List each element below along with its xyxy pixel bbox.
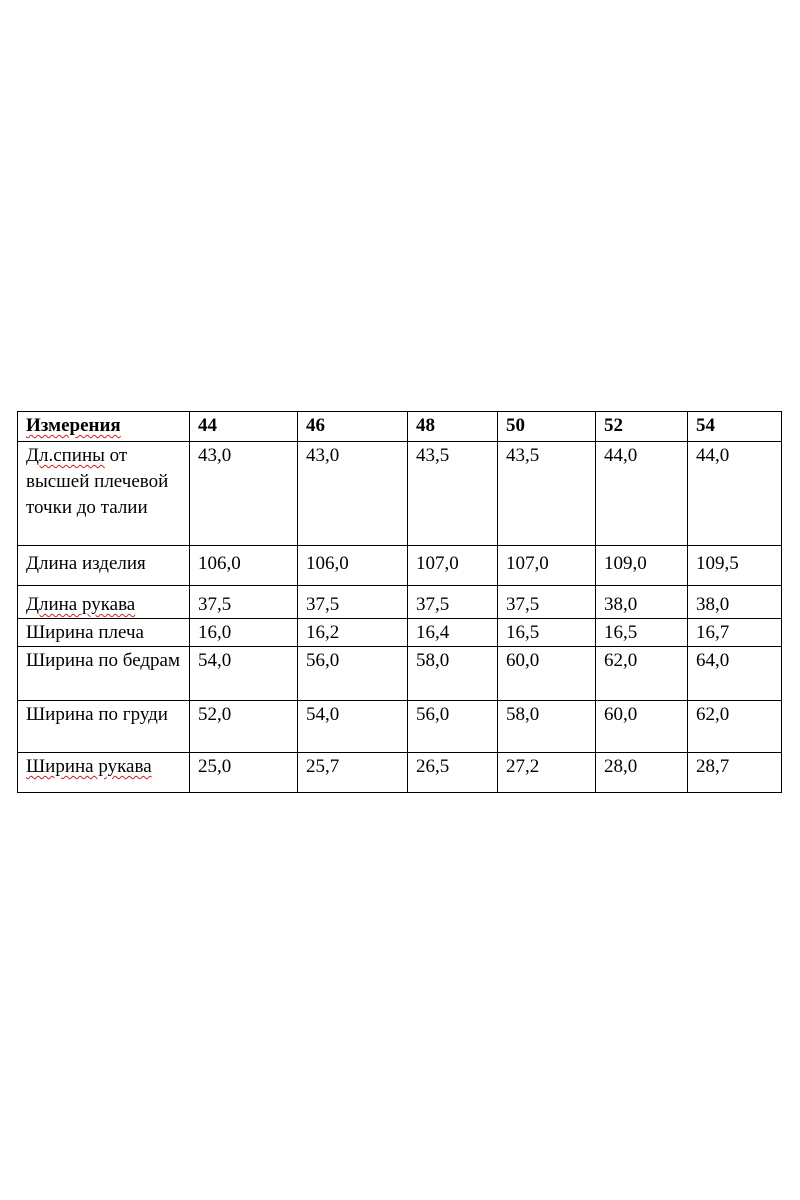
table-cell: 38,0 bbox=[596, 586, 688, 619]
table-cell: 16,4 bbox=[408, 619, 498, 647]
table-header-row bbox=[18, 412, 782, 442]
size-table bbox=[17, 411, 782, 793]
table-cell: 37,5 bbox=[298, 586, 408, 619]
table-cell: 58,0 bbox=[498, 701, 596, 753]
table-cell: 16,7 bbox=[688, 619, 782, 647]
table-cell: 107,0 bbox=[498, 546, 596, 586]
row-label bbox=[18, 586, 190, 619]
header-measurements bbox=[18, 412, 190, 442]
table-row bbox=[18, 586, 782, 619]
row-label: Длина изделия bbox=[18, 546, 190, 586]
table-cell: 43,0 bbox=[190, 442, 298, 546]
table-row bbox=[18, 753, 782, 793]
table-cell: 43,0 bbox=[298, 442, 408, 546]
row-label-text: Ширина рукава bbox=[26, 756, 152, 777]
table-cell: 109,0 bbox=[596, 546, 688, 586]
table-cell: 25,7 bbox=[298, 753, 408, 793]
table-cell: 43,5 bbox=[498, 442, 596, 546]
table-cell: 60,0 bbox=[596, 701, 688, 753]
row-label: Ширина плеча bbox=[18, 619, 190, 647]
table-cell: 37,5 bbox=[408, 586, 498, 619]
row-label-rest: от высшей плечевой точки до талии bbox=[26, 445, 169, 518]
row-label: Ширина по бедрам bbox=[18, 647, 190, 701]
table-cell: 56,0 bbox=[408, 701, 498, 753]
header-size: 46 bbox=[298, 412, 408, 442]
table-cell: 54,0 bbox=[298, 701, 408, 753]
row-label-text: Длина рукава bbox=[26, 594, 136, 615]
table-cell: 16,0 bbox=[190, 619, 298, 647]
header-size: 44 bbox=[190, 412, 298, 442]
table-cell: 25,0 bbox=[190, 753, 298, 793]
table-row bbox=[18, 546, 782, 586]
table-cell: 62,0 bbox=[688, 701, 782, 753]
header-measurements-label: Измерения bbox=[26, 415, 121, 436]
table-row bbox=[18, 701, 782, 753]
size-table-container bbox=[17, 411, 781, 793]
table-cell: 56,0 bbox=[298, 647, 408, 701]
table-cell: 43,5 bbox=[408, 442, 498, 546]
table-cell: 38,0 bbox=[688, 586, 782, 619]
table-cell: 37,5 bbox=[498, 586, 596, 619]
table-cell: 37,5 bbox=[190, 586, 298, 619]
header-size: 54 bbox=[688, 412, 782, 442]
row-label: Ширина по груди bbox=[18, 701, 190, 753]
table-cell: 16,5 bbox=[498, 619, 596, 647]
row-label bbox=[18, 442, 190, 546]
table-row bbox=[18, 647, 782, 701]
row-label-first-word: Дл.спины bbox=[26, 445, 105, 466]
table-cell: 64,0 bbox=[688, 647, 782, 701]
table-cell: 60,0 bbox=[498, 647, 596, 701]
table-cell: 106,0 bbox=[298, 546, 408, 586]
table-cell: 16,5 bbox=[596, 619, 688, 647]
table-cell: 106,0 bbox=[190, 546, 298, 586]
table-row bbox=[18, 619, 782, 647]
table-cell: 109,5 bbox=[688, 546, 782, 586]
row-label bbox=[18, 753, 190, 793]
header-size: 52 bbox=[596, 412, 688, 442]
table-cell: 44,0 bbox=[688, 442, 782, 546]
table-cell: 52,0 bbox=[190, 701, 298, 753]
table-cell: 62,0 bbox=[596, 647, 688, 701]
table-cell: 28,7 bbox=[688, 753, 782, 793]
table-cell: 58,0 bbox=[408, 647, 498, 701]
table-row bbox=[18, 442, 782, 546]
table-cell: 44,0 bbox=[596, 442, 688, 546]
table-cell: 54,0 bbox=[190, 647, 298, 701]
table-cell: 28,0 bbox=[596, 753, 688, 793]
table-cell: 107,0 bbox=[408, 546, 498, 586]
header-size: 48 bbox=[408, 412, 498, 442]
table-cell: 26,5 bbox=[408, 753, 498, 793]
table-cell: 27,2 bbox=[498, 753, 596, 793]
table-cell: 16,2 bbox=[298, 619, 408, 647]
header-size: 50 bbox=[498, 412, 596, 442]
